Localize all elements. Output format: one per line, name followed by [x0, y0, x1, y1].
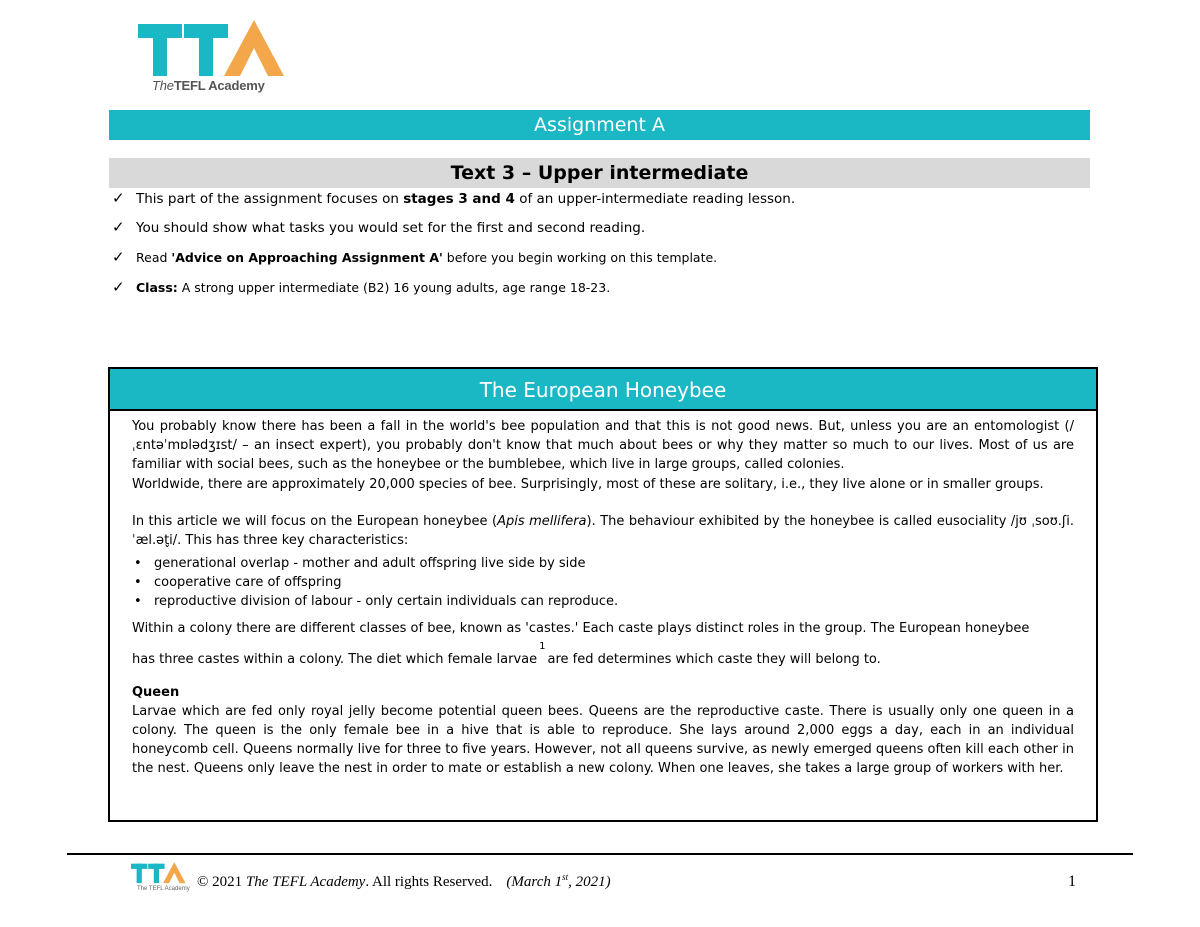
checkmark-icon: ✓: [112, 248, 125, 266]
logo-letter-t2-stem: [199, 24, 213, 76]
scientific-name: Apis mellifera: [497, 513, 587, 529]
article-title: The European Honeybee: [110, 369, 1096, 411]
article-text: are fed determines which caste they will belong to.: [547, 652, 881, 668]
checklist-text: of an upper-intermediate reading lesson.: [514, 191, 796, 207]
footer-logo-a: [163, 862, 185, 883]
list-item: • generational overlap - mother and adult offspring live side by side: [132, 554, 1074, 573]
footer-date-suffix: st: [562, 872, 569, 882]
footer-logo-wordmark: The TEFL Academy: [137, 886, 190, 892]
characteristics-list: [132, 554, 1074, 611]
checklist-text: before you begin working on this template.: [442, 250, 718, 265]
article-paragraph: Worldwide, there are approximately 20,000 species of bee. Surprisingly, most of these are solitary, i.e., they live alone or in smaller groups.: [132, 476, 1044, 492]
footer-logo-t2-stem: [154, 864, 159, 883]
copyright-company: The TEFL Academy: [245, 874, 366, 890]
logo-wordmark-the: The: [152, 78, 174, 93]
copyright-notice: [197, 872, 611, 891]
article-body: [110, 411, 1096, 779]
article-paragraph: [132, 512, 1074, 550]
logo-letter-a: [224, 20, 284, 76]
checklist-text: Read: [136, 250, 172, 265]
list-item: • cooperative care of offspring: [132, 573, 1074, 592]
article-paragraph: Larvae which are fed only royal jelly become potential queen bees. Queens are the reproductive caste. There is usually only one queen in a colony. The queen is the only female bee in a hive that is able to reproduce. She lays around 2,000 eggs a day, each in an individual honeycomb cell. Queens normally live for three to five years. However, not all queens survive, as newly emerged queens often kill each other in the nest. Queens only leave the nest in order to mate or establish a new colony. When one leaves, she takes a large group of workers with her.: [132, 703, 1074, 777]
checkmark-icon: ✓: [112, 189, 125, 207]
footer-divider: [67, 853, 1133, 855]
section-heading-queen: Queen: [132, 684, 180, 700]
footer-date-text: (March 1: [506, 874, 563, 890]
checklist-text: A strong upper intermediate (B2) 16 young adults, age range 18-23.: [177, 280, 611, 295]
checklist-bold-text: stages 3 and 4: [403, 191, 515, 207]
footnote-marker[interactable]: 1: [539, 641, 546, 653]
checklist-bold-text: Class:: [136, 280, 178, 295]
article-paragraph: Within a colony there are different classes of bee, known as 'castes.' Each caste plays distinct roles in the group. The European honeybee: [132, 621, 1030, 637]
logo-wordmark-name: TEFL Academy: [173, 78, 265, 93]
checklist-text: This part of the assignment focuses on: [136, 191, 404, 207]
checklist-text: You should show what tasks you would set for the first and second reading.: [136, 220, 646, 236]
article-paragraph: You probably know there has been a fall in the world's bee population and that this is not good news. But, unless you are an entomologist (/ˌɛntəˈmɒlədʒɪst/ – an insect expert), you probably don't know that much about bees or why they matter so much to our lives. Most of us are familiar with social bees, such as the honeybee or the bumblebee, which live in large groups, called colonies.: [132, 419, 1074, 473]
checklist-item: [112, 279, 1092, 297]
logo-letter-t1-stem: [153, 24, 167, 76]
logo-wordmark: [152, 78, 265, 93]
text-title-bar: Text 3 – Upper intermediate: [109, 158, 1090, 188]
article-text: ). The behaviour exhibited by the honeybee is called eusociality /jʊ ˌsoʊ.ʃi.ˈæl.ət̬i/. This has three key characteristics:: [132, 513, 1075, 549]
footer-date-text: , 2021): [568, 874, 611, 890]
article-paragraph: [132, 641, 1074, 670]
assignment-title-bar: Assignment A: [109, 110, 1090, 140]
checklist-item: [112, 190, 1092, 208]
copyright-text: © 2021: [197, 874, 246, 890]
checkmark-icon: ✓: [112, 278, 125, 296]
footer-date: [506, 874, 610, 890]
checkmark-icon: ✓: [112, 218, 125, 236]
checklist-item: [112, 249, 1092, 267]
article-text: has three castes within a colony. The diet which female larvae: [132, 652, 538, 668]
instruction-checklist: [112, 188, 1092, 297]
list-item: • reproductive division of labour - only certain individuals can reproduce.: [132, 592, 1074, 611]
article-box: [108, 367, 1098, 822]
article-text: In this article we will focus on the European honeybee (: [132, 513, 498, 529]
checklist-item: [112, 219, 1092, 237]
copyright-text: . All rights Reserved.: [365, 874, 493, 890]
page-number: 1: [1068, 873, 1076, 890]
checklist-bold-text: 'Advice on Approaching Assignment A': [171, 250, 443, 265]
footer-logo-t1-stem: [137, 864, 142, 883]
